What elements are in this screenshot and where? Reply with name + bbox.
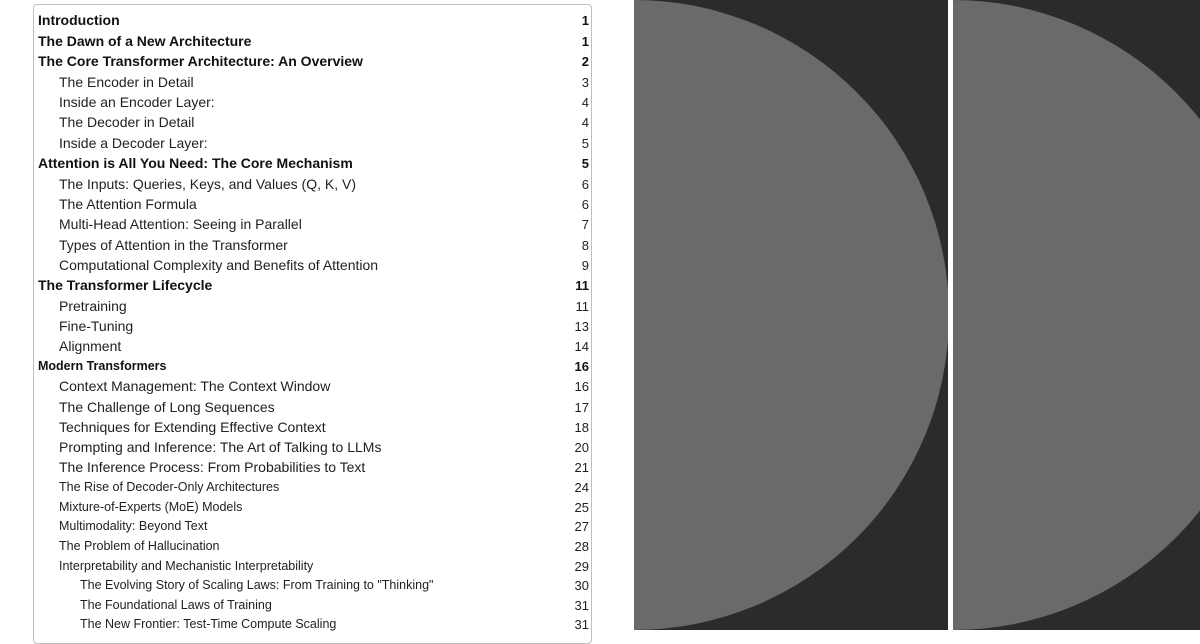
toc-entry[interactable] (59, 235, 589, 255)
toc-entry[interactable] (59, 194, 589, 214)
toc-entry-title: Mixture-of-Experts (MoE) Models (59, 500, 243, 514)
toc-entry-page: 14 (574, 338, 589, 354)
toc-entry-title: Multimodality: Beyond Text (59, 519, 208, 533)
toc-entry-title: The Decoder in Detail (59, 114, 195, 130)
toc-entry[interactable] (59, 536, 589, 556)
toc-entry[interactable] (59, 497, 589, 517)
toc-entry[interactable] (38, 275, 589, 295)
toc-entry[interactable] (59, 417, 589, 437)
toc-entry[interactable] (38, 31, 589, 51)
toc-entry-page: 20 (574, 439, 589, 455)
toc-entry-page: 5 (581, 135, 589, 151)
toc-entry-page: 2 (581, 53, 589, 69)
toc-entry-title: Modern Transformers (38, 359, 167, 373)
toc-entry[interactable] (59, 316, 589, 336)
toc-entry[interactable] (38, 356, 589, 376)
toc-entry-title: The Problem of Hallucination (59, 539, 220, 553)
toc-entry-title: Pretraining (59, 298, 127, 314)
toc-entry-page: 29 (574, 558, 589, 574)
toc-entry-title: Fine-Tuning (59, 318, 134, 334)
toc-entry-page: 9 (581, 257, 589, 273)
toc-entry-page: 31 (574, 597, 589, 613)
toc-entry-page: 13 (574, 318, 589, 334)
toc-entry-page: 11 (575, 277, 589, 293)
toc-entry-title: Interpretability and Mechanistic Interpretability (59, 559, 314, 573)
toc-entry-page: 4 (581, 94, 589, 110)
toc-entry-page: 16 (574, 378, 589, 394)
toc-entry[interactable] (59, 255, 589, 275)
toc-entry-page: 6 (581, 196, 589, 212)
toc-entry[interactable] (59, 457, 589, 477)
toc-entry-title: Introduction (38, 12, 120, 28)
toc-entry[interactable] (80, 595, 589, 615)
toc-entry[interactable] (59, 214, 589, 234)
half-circle-graphic (953, 0, 1200, 630)
toc-entry-title: The Inference Process: From Probabilities to Text (59, 459, 366, 475)
toc-entry[interactable] (59, 336, 589, 356)
toc-entry-title: The Core Transformer Architecture: An Overview (38, 53, 363, 69)
toc-entry-page: 18 (574, 419, 589, 435)
toc-entry-title: Types of Attention in the Transformer (59, 237, 288, 253)
toc-entry[interactable] (59, 556, 589, 576)
toc-entry[interactable] (59, 112, 589, 132)
toc-entry-title: Techniques for Extending Effective Context (59, 419, 326, 435)
toc-entry[interactable] (59, 174, 589, 194)
toc-entry-page: 25 (574, 499, 589, 515)
toc-entry-title: The Foundational Laws of Training (80, 598, 272, 612)
decorative-panel-right (953, 0, 1200, 630)
toc-entry-page: 16 (574, 358, 589, 374)
toc-entry[interactable] (59, 397, 589, 417)
toc-entry[interactable] (80, 614, 589, 634)
table-of-contents (33, 4, 592, 644)
toc-entry-page: 4 (581, 114, 589, 130)
toc-entry-title: The Encoder in Detail (59, 74, 194, 90)
toc-entry-title: The Transformer Lifecycle (38, 277, 213, 293)
toc-entry[interactable] (80, 575, 589, 595)
toc-entry-page: 27 (574, 518, 589, 534)
page-gap (592, 0, 634, 630)
toc-entry-page: 28 (574, 538, 589, 554)
toc-entry-page: 3 (581, 74, 589, 90)
toc-entry[interactable] (59, 133, 589, 153)
toc-entry-title: The Challenge of Long Sequences (59, 399, 275, 415)
toc-entry-page: 21 (574, 459, 589, 475)
toc-entry-title: Attention is All You Need: The Core Mechanism (38, 155, 353, 171)
toc-entry-page: 8 (581, 237, 589, 253)
toc-entry-page: 1 (581, 12, 589, 28)
toc-entry[interactable] (59, 516, 589, 536)
toc-entry-page: 7 (581, 216, 589, 232)
toc-entry[interactable] (59, 437, 589, 457)
toc-entry-title: Prompting and Inference: The Art of Talking to LLMs (59, 439, 382, 455)
decorative-panel-left (634, 0, 948, 630)
toc-entry-page: 5 (581, 155, 589, 171)
toc-entry[interactable] (38, 51, 589, 71)
toc-entry[interactable] (59, 72, 589, 92)
toc-entry-title: The Inputs: Queries, Keys, and Values (Q, K, V) (59, 176, 356, 192)
toc-entry[interactable] (38, 10, 589, 30)
toc-entry[interactable] (59, 376, 589, 396)
toc-entry-title: Inside an Encoder Layer: (59, 94, 215, 110)
toc-entry[interactable] (59, 477, 589, 497)
toc-entry[interactable] (59, 296, 589, 316)
toc-entry-page: 6 (581, 176, 589, 192)
toc-entry-title: The Rise of Decoder-Only Architectures (59, 480, 280, 494)
toc-entry-page: 1 (581, 33, 589, 49)
toc-entry-page: 11 (575, 298, 589, 314)
toc-entry-title: Inside a Decoder Layer: (59, 135, 208, 151)
toc-entry-page: 17 (574, 399, 589, 415)
toc-entry-title: The Evolving Story of Scaling Laws: From Training to "Thinking" (80, 578, 434, 592)
toc-entry-title: The Dawn of a New Architecture (38, 33, 252, 49)
toc-entry-title: The Attention Formula (59, 196, 197, 212)
toc-entry-title: Multi-Head Attention: Seeing in Parallel (59, 216, 302, 232)
toc-entry[interactable] (38, 153, 589, 173)
toc-entry-title: Alignment (59, 338, 122, 354)
half-circle-graphic (634, 0, 948, 630)
toc-entry-page: 30 (574, 577, 589, 593)
toc-entry-title: Context Management: The Context Window (59, 378, 331, 394)
toc-entry-title: Computational Complexity and Benefits of Attention (59, 257, 379, 273)
toc-entry-page: 24 (574, 479, 589, 495)
toc-entry-page: 31 (574, 616, 589, 632)
toc-entry-title: The New Frontier: Test-Time Compute Scaling (80, 617, 337, 631)
toc-entry[interactable] (59, 92, 589, 112)
